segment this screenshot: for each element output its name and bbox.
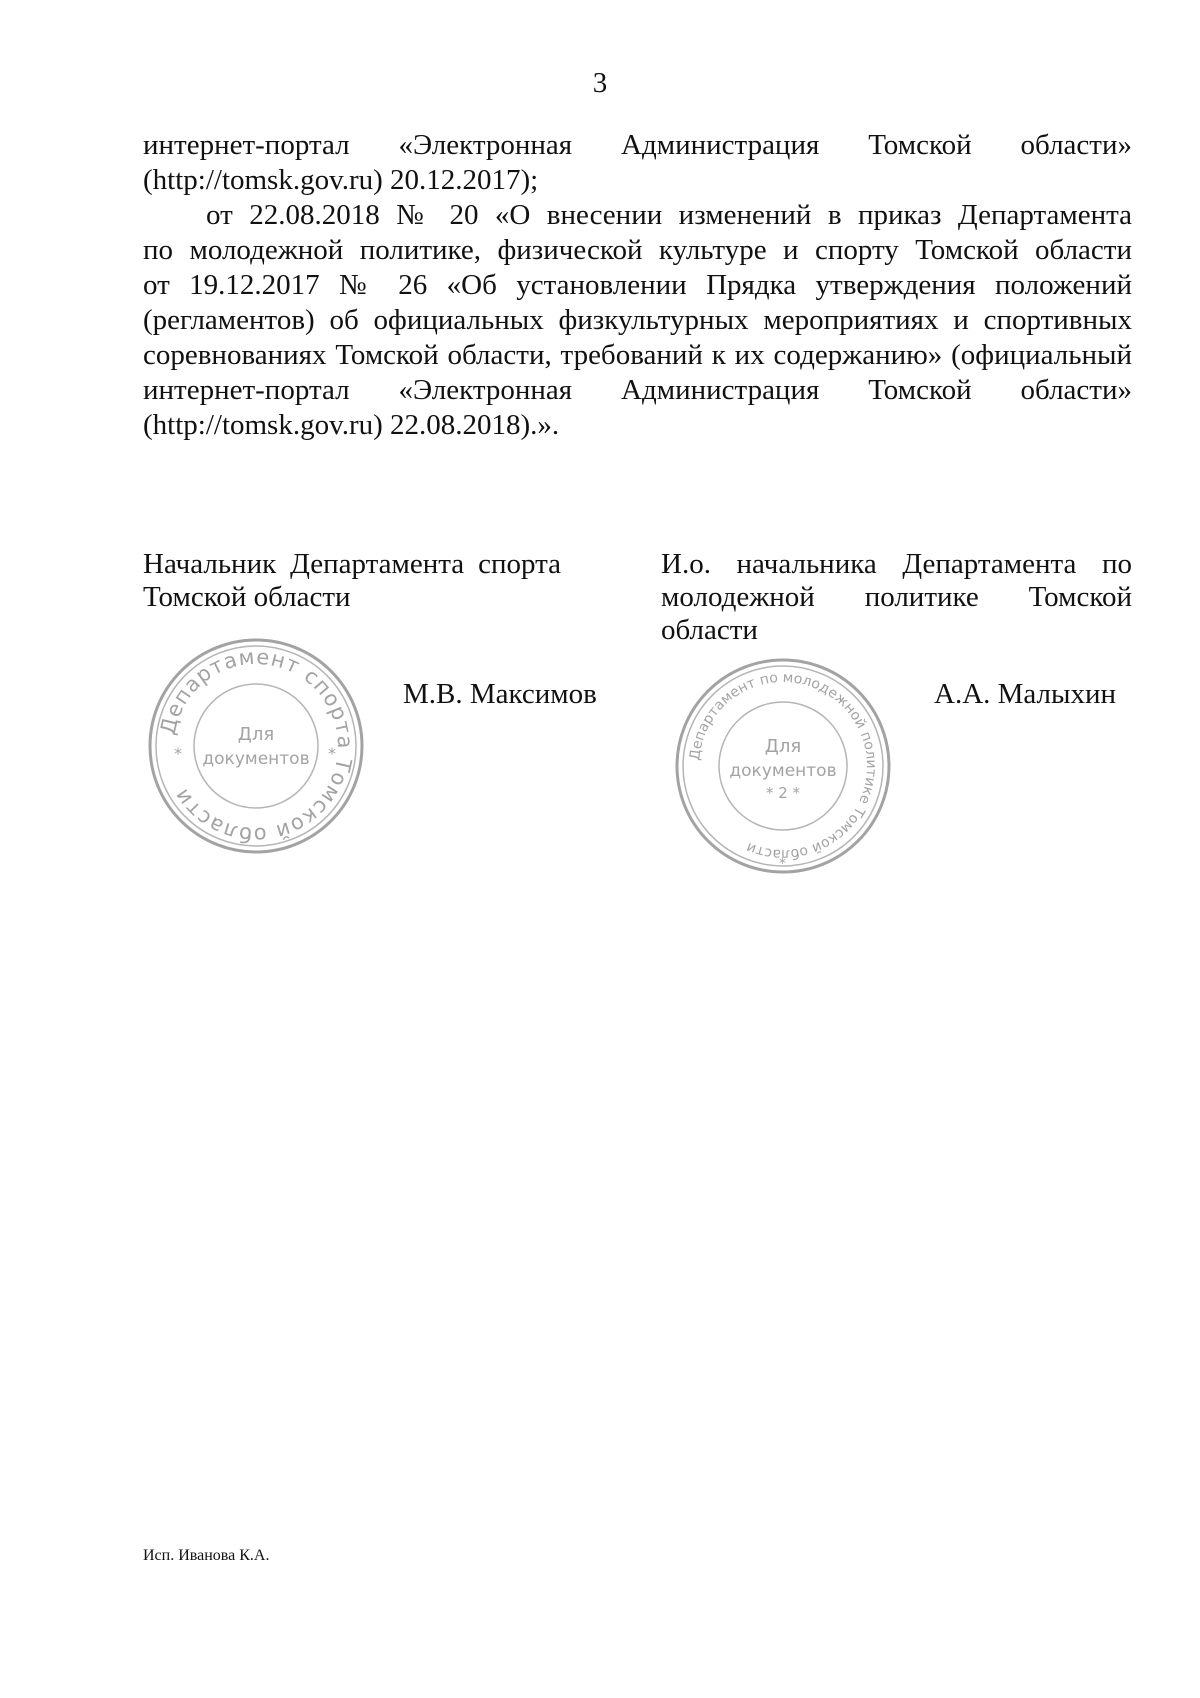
right-stamp-outer-text: Департамент по молодежной политике Томской области	[687, 669, 880, 863]
right-signatory-name: А.А. Малыхин	[934, 678, 1117, 710]
left-title-line: Начальник Департамента спорта	[143, 548, 561, 580]
left-signatory-title	[143, 548, 561, 614]
body-line: от 19.12.2017 № 26 «Об установлении Прядка утверждения положений	[143, 269, 1132, 301]
right-title-line: И.о. начальника Департамента по	[661, 548, 1132, 580]
left-stamp-outer-text: Департамент спорта Томской области	[155, 644, 358, 848]
left-title-line: Томской области	[143, 581, 351, 613]
body-line: (http://tomsk.gov.ru) 22.08.2018).».	[143, 409, 560, 441]
svg-text:Департамент спорта Томской обл	[156, 645, 358, 848]
right-title-line: молодежной политике Томской	[661, 581, 1132, 613]
body-line: (http://tomsk.gov.ru) 20.12.2017);	[143, 164, 539, 196]
left-stamp-star-icon: *	[174, 744, 182, 763]
right-official-stamp	[673, 656, 893, 876]
body-text	[143, 128, 1132, 443]
left-official-stamp	[146, 636, 366, 856]
right-stamp-star-icon: *	[779, 856, 786, 872]
left-stamp-center-line1: Для	[237, 724, 275, 745]
right-stamp-seal	[673, 656, 893, 876]
left-stamp-star-icon: *	[328, 744, 336, 763]
right-stamp-center-line2: документов	[729, 761, 837, 781]
left-signatory-name: М.В. Максимов	[403, 678, 597, 710]
body-line: интернет-портал «Электронная Администрация Томской области»	[143, 129, 1132, 161]
page-number: 3	[592, 67, 608, 99]
right-title-line: области	[661, 614, 758, 646]
left-stamp-seal	[146, 636, 366, 856]
right-stamp-center-line1: Для	[764, 736, 802, 757]
body-line: от 22.08.2018 № 20 «О внесении изменений в приказ Департамента	[206, 199, 1132, 231]
right-stamp-center-line3: * 2 *	[765, 784, 801, 802]
executor-note: Исп. Иванова К.А.	[143, 1547, 270, 1564]
right-signatory-title	[661, 548, 1132, 647]
left-stamp-center-line2: документов	[202, 749, 310, 769]
body-line: интернет-портал «Электронная Администрация Томской области»	[143, 374, 1132, 406]
body-line: соревнованиях Томской области, требований к их содержанию» (официальный	[143, 339, 1132, 371]
body-line: (регламентов) об официальных физкультурных мероприятиях и спортивных	[143, 304, 1132, 336]
body-line: по молодежной политике, физической культуре и спорту Томской области	[143, 234, 1132, 266]
